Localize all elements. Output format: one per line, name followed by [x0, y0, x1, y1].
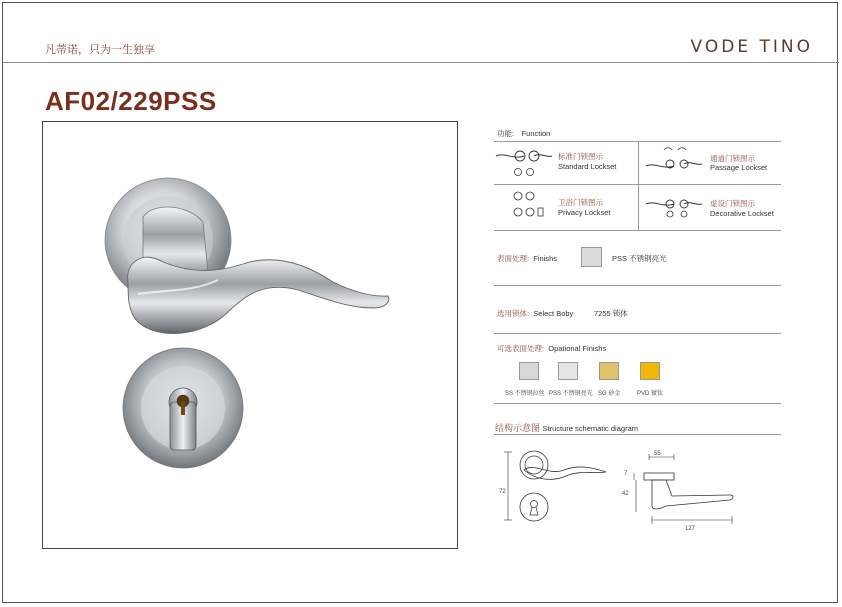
dim-127: 127: [685, 526, 696, 532]
swatch-ss: [519, 362, 539, 380]
model-number: AF02/229PSS: [45, 86, 217, 116]
structure-diagram: [494, 440, 784, 540]
function-heading: 功能: Function: [497, 129, 551, 138]
passage-lockset-icon: [644, 144, 704, 180]
swatch-pss-caption: PSS 不锈钢亮光: [549, 391, 593, 397]
brand-logo: VODE TINO: [690, 37, 813, 57]
decorative-lockset-en: Decorative Lockset: [710, 209, 774, 218]
swatch-pvd-caption: PVD 镀钛: [637, 391, 664, 397]
swatch-pvd: [640, 362, 660, 380]
dim-42: 42: [622, 491, 629, 497]
standard-lockset-cn: 标准门锁图示: [558, 152, 603, 161]
passage-lockset-cn: 通道门锁图示: [710, 154, 755, 163]
body-label: 选用锁体: Select Boby: [497, 309, 574, 318]
dim-7: 7: [624, 471, 628, 477]
dim-72: 72: [499, 489, 506, 495]
swatch-ss-caption: SS 不锈钢拉丝: [505, 391, 545, 397]
product-photo: [42, 121, 458, 549]
optional-rule: [494, 403, 781, 404]
swatch-sg: [599, 362, 619, 380]
privacy-lockset-en: Privacy Lockset: [558, 208, 611, 217]
swatch-pss: [558, 362, 578, 380]
slogan: 凡蒂诺，只为一生独享: [45, 44, 155, 56]
standard-lockset-icon: [494, 144, 554, 180]
standard-lockset-en: Standard Lockset: [558, 162, 617, 171]
decorative-lockset-icon: [644, 192, 704, 222]
swatch-sg-caption: SG 砂金: [598, 391, 621, 397]
function-divider: [638, 141, 639, 230]
body-value: 7255 锁体: [594, 309, 628, 318]
privacy-lockset-cn: 卫浴门锁图示: [558, 198, 603, 207]
finish-label: 表面处理: Finishs: [497, 254, 558, 263]
lever-handle-image: [43, 122, 459, 550]
finish-rule: [494, 285, 781, 286]
header-divider: [3, 62, 839, 63]
optional-label: 可选表面处理: Opational Finishs: [497, 344, 607, 353]
function-rule-bottom: [494, 230, 781, 231]
dim-55: 55: [654, 451, 661, 457]
passage-lockset-en: Passage Lockset: [710, 163, 768, 172]
decorative-lockset-cn: 虚设门锁图示: [710, 199, 755, 208]
privacy-lockset-icon: [508, 188, 552, 226]
diagram-title: 结构示意图 Structure schematic diagram: [495, 423, 638, 433]
finish-value: PSS 不锈钢亮光: [612, 254, 667, 263]
finish-swatch: [581, 247, 602, 267]
body-rule: [494, 333, 781, 334]
diagram-rule: [494, 434, 781, 435]
